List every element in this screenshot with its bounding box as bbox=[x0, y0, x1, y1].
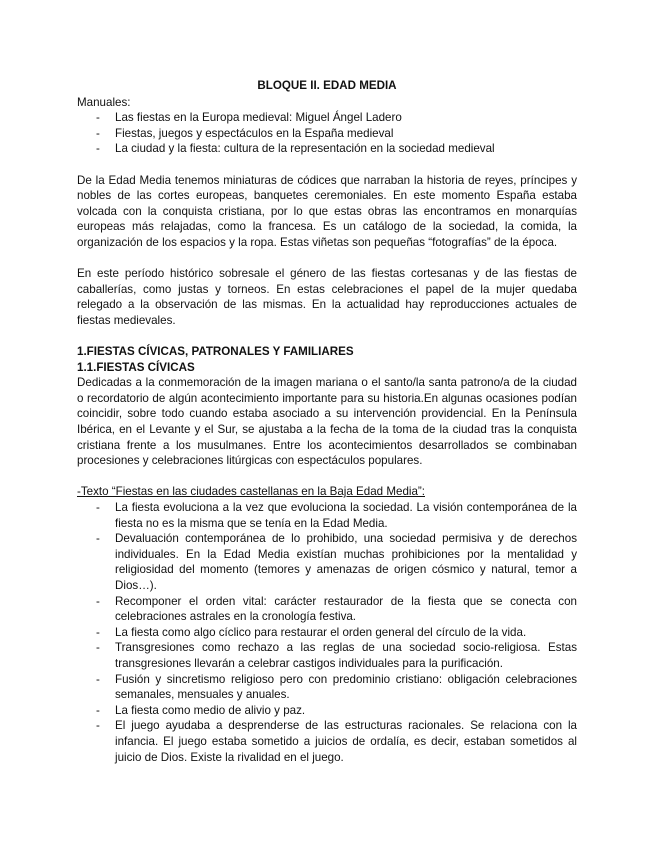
spacer bbox=[77, 469, 577, 485]
fiestas-civicas-paragraph: Dedicadas a la conmemoración de la imagen mariana o el santo/la santa patrono/a de la ciudad o recordatorio de algún acontecimiento importante para su historia.En algunas ocasiones podían coincidir, sobre todo cuando estaba asociado a su intervención providencial. En la Península Ibérica, en el Levante y el Sur, se ajustaba a la fecha de la toma de la ciudad tras la conquista cristiana frente a los musulmanes. Entre los acontecimientos desarrollados se combinaban procesiones y celebraciones litúrgicas con espectáculos populares. bbox=[77, 376, 577, 468]
texto-item: - La fiesta como algo cíclico para restaurar el orden general del círculo de la vida. bbox=[77, 625, 577, 641]
spacer bbox=[77, 329, 577, 345]
manual-item: - Las fiestas en la Europa medieval: Miguel Ángel Ladero bbox=[77, 110, 577, 126]
manual-item: - La ciudad y la fiesta: cultura de la representación en la sociedad medieval bbox=[77, 141, 577, 157]
texto-list bbox=[77, 500, 577, 765]
texto-item: - La fiesta evoluciona a la vez que evoluciona la sociedad. La visión contemporánea de la fiesta no es la misma que se tenía en la Edad Media. bbox=[77, 500, 577, 531]
spacer bbox=[77, 157, 577, 173]
document-title: BLOQUE II. EDAD MEDIA bbox=[257, 79, 397, 92]
manual-item: - Fiestas, juegos y espectáculos en la España medieval bbox=[77, 126, 577, 142]
texto-item: - La fiesta como medio de alivio y paz. bbox=[77, 703, 577, 719]
intro-paragraph-1: De la Edad Media tenemos miniaturas de códices que narraban la historia de reyes, príncipes y nobles de las cortes europeas, banquetes ceremoniales. En este momento España estaba volcada con la conquista cristiana, por lo que estas obras las encontramos en monarquías europeas más relajadas, como la francesa. Es un catálogo de la sociedad, la comida, la organización de los espacios y la ropa. Estas viñetas son pequeñas “fotografías” de la época. bbox=[77, 173, 577, 249]
texto-item: - Transgresiones como rechazo a las reglas de una sociedad socio-religiosa. Estas transgresiones llevarán a celebrar castigos individuales para la purificación. bbox=[77, 640, 577, 671]
manuales-label: Manuales: bbox=[77, 95, 131, 109]
intro-paragraph-2: En este período histórico sobresale el género de las fiestas cortesanas y de las fiestas de caballerías, como justas y torneos. En estas celebraciones el papel de la mujer quedaba relegado a la observación de las mismas. En la actualidad hay reproducciones actuales de fiestas medievales. bbox=[77, 267, 577, 327]
texto-item: - Recomponer el orden vital: carácter restaurador de la fiesta que se conecta con celebraciones astrales en la cronología festiva. bbox=[77, 594, 577, 625]
texto-source: -Texto “Fiestas en las ciudades castellanas en la Baja Edad Media”: bbox=[77, 485, 425, 499]
texto-item: - Devaluación contemporánea de lo prohibido, una sociedad permisiva y de derechos individuales. En la Edad Media existían muchas prohibiciones por la mentalidad y religiosidad del momento (temores y amenazas de origen cósmico y natural, temor a Dios…). bbox=[77, 531, 577, 593]
texto-item: - Fusión y sincretismo religioso pero con predominio cristiano: obligación celebraciones semanales, mensuales y anuales. bbox=[77, 672, 577, 703]
section-heading: 1.FIESTAS CÍVICAS, PATRONALES Y FAMILIARES bbox=[77, 345, 354, 359]
texto-item: - El juego ayudaba a desprenderse de las estructuras racionales. Se relaciona con la infancia. El juego estaba sometido a juicios de ordalía, es decir, estaban sometidos al juicio de Dios. Existe la rivalidad en el juego. bbox=[77, 718, 577, 765]
spacer bbox=[77, 251, 577, 267]
manuales-list bbox=[77, 110, 577, 157]
document-page bbox=[77, 78, 577, 765]
section-subheading: 1.1.FIESTAS CÍVICAS bbox=[77, 360, 195, 374]
